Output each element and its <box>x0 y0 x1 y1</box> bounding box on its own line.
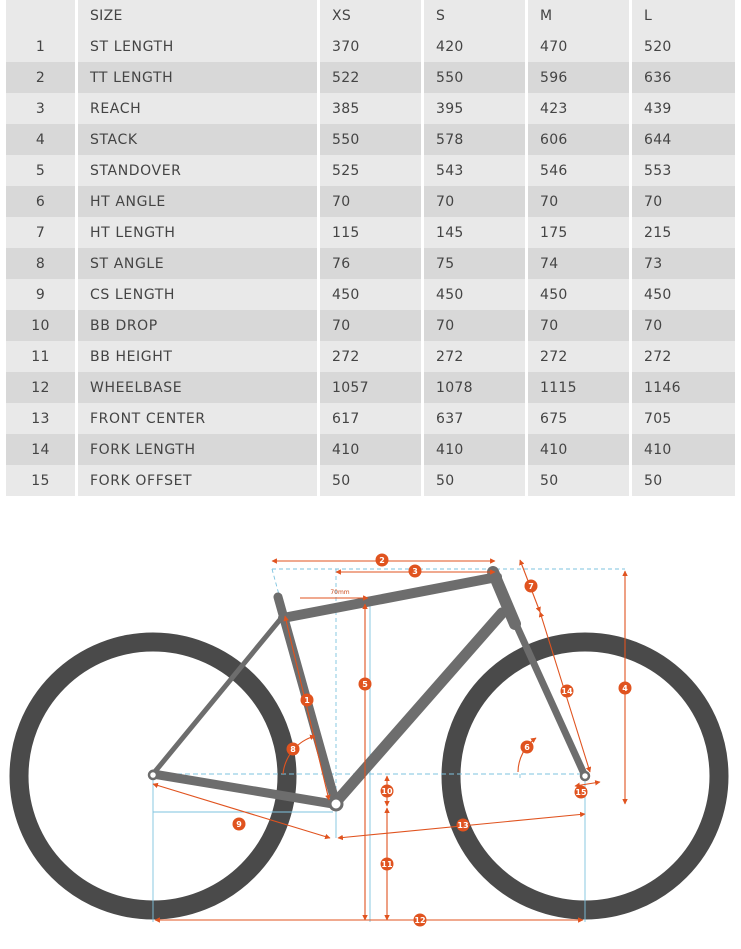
rear-axle <box>149 771 157 779</box>
svg-text:4: 4 <box>622 684 628 693</box>
cell-m: 606 <box>528 124 632 155</box>
cell-l: 450 <box>632 279 735 310</box>
geometry-table <box>6 0 735 496</box>
cell-m: 1115 <box>528 372 632 403</box>
row-measure: FORK LENGTH <box>78 434 320 465</box>
cell-xs: 410 <box>320 434 424 465</box>
table-row <box>6 155 735 186</box>
cell-xs: 70 <box>320 186 424 217</box>
header-size: SIZE <box>78 0 320 31</box>
callout-5 <box>359 678 372 691</box>
cell-m: 410 <box>528 434 632 465</box>
callout-10 <box>381 785 394 798</box>
callout-2 <box>376 554 389 567</box>
table-header-row <box>6 0 735 31</box>
cell-xs: 550 <box>320 124 424 155</box>
row-number: 12 <box>6 372 78 403</box>
table-row <box>6 217 735 248</box>
cell-m: 450 <box>528 279 632 310</box>
cell-m: 70 <box>528 310 632 341</box>
cell-s: 70 <box>424 186 528 217</box>
row-number: 5 <box>6 155 78 186</box>
callout-9 <box>233 818 246 831</box>
svg-text:1: 1 <box>304 696 310 705</box>
table-row <box>6 62 735 93</box>
front-axle <box>581 772 589 780</box>
cell-l: 439 <box>632 93 735 124</box>
cell-xs: 522 <box>320 62 424 93</box>
row-number: 6 <box>6 186 78 217</box>
cell-xs: 70 <box>320 310 424 341</box>
row-measure: FORK OFFSET <box>78 465 320 496</box>
cell-s: 145 <box>424 217 528 248</box>
header-s: S <box>424 0 528 31</box>
row-measure: HT LENGTH <box>78 217 320 248</box>
cell-s: 50 <box>424 465 528 496</box>
cell-l: 705 <box>632 403 735 434</box>
row-measure: STACK <box>78 124 320 155</box>
row-measure: ST ANGLE <box>78 248 320 279</box>
cell-xs: 525 <box>320 155 424 186</box>
callout-7 <box>525 580 538 593</box>
cell-s: 1078 <box>424 372 528 403</box>
cell-s: 450 <box>424 279 528 310</box>
row-measure: CS LENGTH <box>78 279 320 310</box>
header-m: M <box>528 0 632 31</box>
cell-m: 272 <box>528 341 632 372</box>
cell-s: 637 <box>424 403 528 434</box>
note-70mm: 70mm <box>330 589 350 596</box>
cell-l: 50 <box>632 465 735 496</box>
callout-1 <box>301 694 314 707</box>
svg-text:2: 2 <box>379 556 385 565</box>
cell-m: 470 <box>528 31 632 62</box>
cell-s: 578 <box>424 124 528 155</box>
cell-m: 50 <box>528 465 632 496</box>
cell-s: 543 <box>424 155 528 186</box>
table-row <box>6 465 735 496</box>
cell-l: 1146 <box>632 372 735 403</box>
cell-xs: 272 <box>320 341 424 372</box>
row-number: 4 <box>6 124 78 155</box>
row-number: 10 <box>6 310 78 341</box>
cell-l: 73 <box>632 248 735 279</box>
bike-geometry-diagram <box>0 540 741 949</box>
row-number: 11 <box>6 341 78 372</box>
row-number: 13 <box>6 403 78 434</box>
row-number: 9 <box>6 279 78 310</box>
callout-6 <box>521 741 534 754</box>
table-row <box>6 341 735 372</box>
row-number: 7 <box>6 217 78 248</box>
table-row <box>6 186 735 217</box>
svg-text:14: 14 <box>561 687 573 696</box>
table-row <box>6 434 735 465</box>
cell-m: 596 <box>528 62 632 93</box>
svg-text:5: 5 <box>362 680 368 689</box>
svg-text:3: 3 <box>412 567 418 576</box>
table-row <box>6 372 735 403</box>
table-row <box>6 248 735 279</box>
cell-l: 272 <box>632 341 735 372</box>
cell-l: 215 <box>632 217 735 248</box>
svg-text:12: 12 <box>414 916 426 925</box>
bottom-bracket <box>330 798 342 810</box>
table-row <box>6 310 735 341</box>
cell-l: 70 <box>632 310 735 341</box>
svg-text:11: 11 <box>381 860 393 869</box>
callout-12 <box>414 914 427 927</box>
row-number: 2 <box>6 62 78 93</box>
cell-s: 550 <box>424 62 528 93</box>
svg-text:13: 13 <box>457 821 469 830</box>
row-number: 14 <box>6 434 78 465</box>
cell-l: 410 <box>632 434 735 465</box>
cell-m: 675 <box>528 403 632 434</box>
row-number: 8 <box>6 248 78 279</box>
cell-m: 70 <box>528 186 632 217</box>
row-measure: ST LENGTH <box>78 31 320 62</box>
callout-15 <box>575 786 588 799</box>
row-number: 3 <box>6 93 78 124</box>
svg-text:15: 15 <box>575 788 587 797</box>
row-number: 15 <box>6 465 78 496</box>
table-row <box>6 279 735 310</box>
dim-fork-offset <box>575 782 600 786</box>
row-measure: WHEELBASE <box>78 372 320 403</box>
cell-xs: 76 <box>320 248 424 279</box>
table-row <box>6 93 735 124</box>
header-index <box>6 0 78 31</box>
cell-l: 553 <box>632 155 735 186</box>
svg-text:9: 9 <box>236 820 242 829</box>
row-number: 1 <box>6 31 78 62</box>
chain-stay <box>153 774 333 804</box>
row-measure: HT ANGLE <box>78 186 320 217</box>
callout-8 <box>287 743 300 756</box>
row-measure: TT LENGTH <box>78 62 320 93</box>
table-row <box>6 403 735 434</box>
callout-14 <box>561 685 574 698</box>
svg-text:10: 10 <box>381 787 393 796</box>
cell-s: 420 <box>424 31 528 62</box>
cell-m: 423 <box>528 93 632 124</box>
svg-text:6: 6 <box>524 743 530 752</box>
cell-l: 636 <box>632 62 735 93</box>
row-measure: STANDOVER <box>78 155 320 186</box>
row-measure: BB DROP <box>78 310 320 341</box>
cell-xs: 115 <box>320 217 424 248</box>
table-row <box>6 31 735 62</box>
table-row <box>6 124 735 155</box>
svg-text:7: 7 <box>528 582 534 591</box>
cell-m: 175 <box>528 217 632 248</box>
cell-xs: 385 <box>320 93 424 124</box>
cell-s: 70 <box>424 310 528 341</box>
cell-xs: 617 <box>320 403 424 434</box>
cell-s: 395 <box>424 93 528 124</box>
cell-m: 546 <box>528 155 632 186</box>
header-l: L <box>632 0 735 31</box>
cell-s: 272 <box>424 341 528 372</box>
cell-s: 75 <box>424 248 528 279</box>
header-xs: XS <box>320 0 424 31</box>
cell-l: 70 <box>632 186 735 217</box>
svg-text:8: 8 <box>290 745 296 754</box>
cell-l: 644 <box>632 124 735 155</box>
callout-4 <box>619 682 632 695</box>
callout-13 <box>457 819 470 832</box>
cell-xs: 1057 <box>320 372 424 403</box>
row-measure: REACH <box>78 93 320 124</box>
cell-xs: 450 <box>320 279 424 310</box>
row-measure: FRONT CENTER <box>78 403 320 434</box>
cell-xs: 50 <box>320 465 424 496</box>
cell-l: 520 <box>632 31 735 62</box>
callout-3 <box>409 565 422 578</box>
cell-m: 74 <box>528 248 632 279</box>
cell-s: 410 <box>424 434 528 465</box>
cell-xs: 370 <box>320 31 424 62</box>
callout-11 <box>381 858 394 871</box>
row-measure: BB HEIGHT <box>78 341 320 372</box>
